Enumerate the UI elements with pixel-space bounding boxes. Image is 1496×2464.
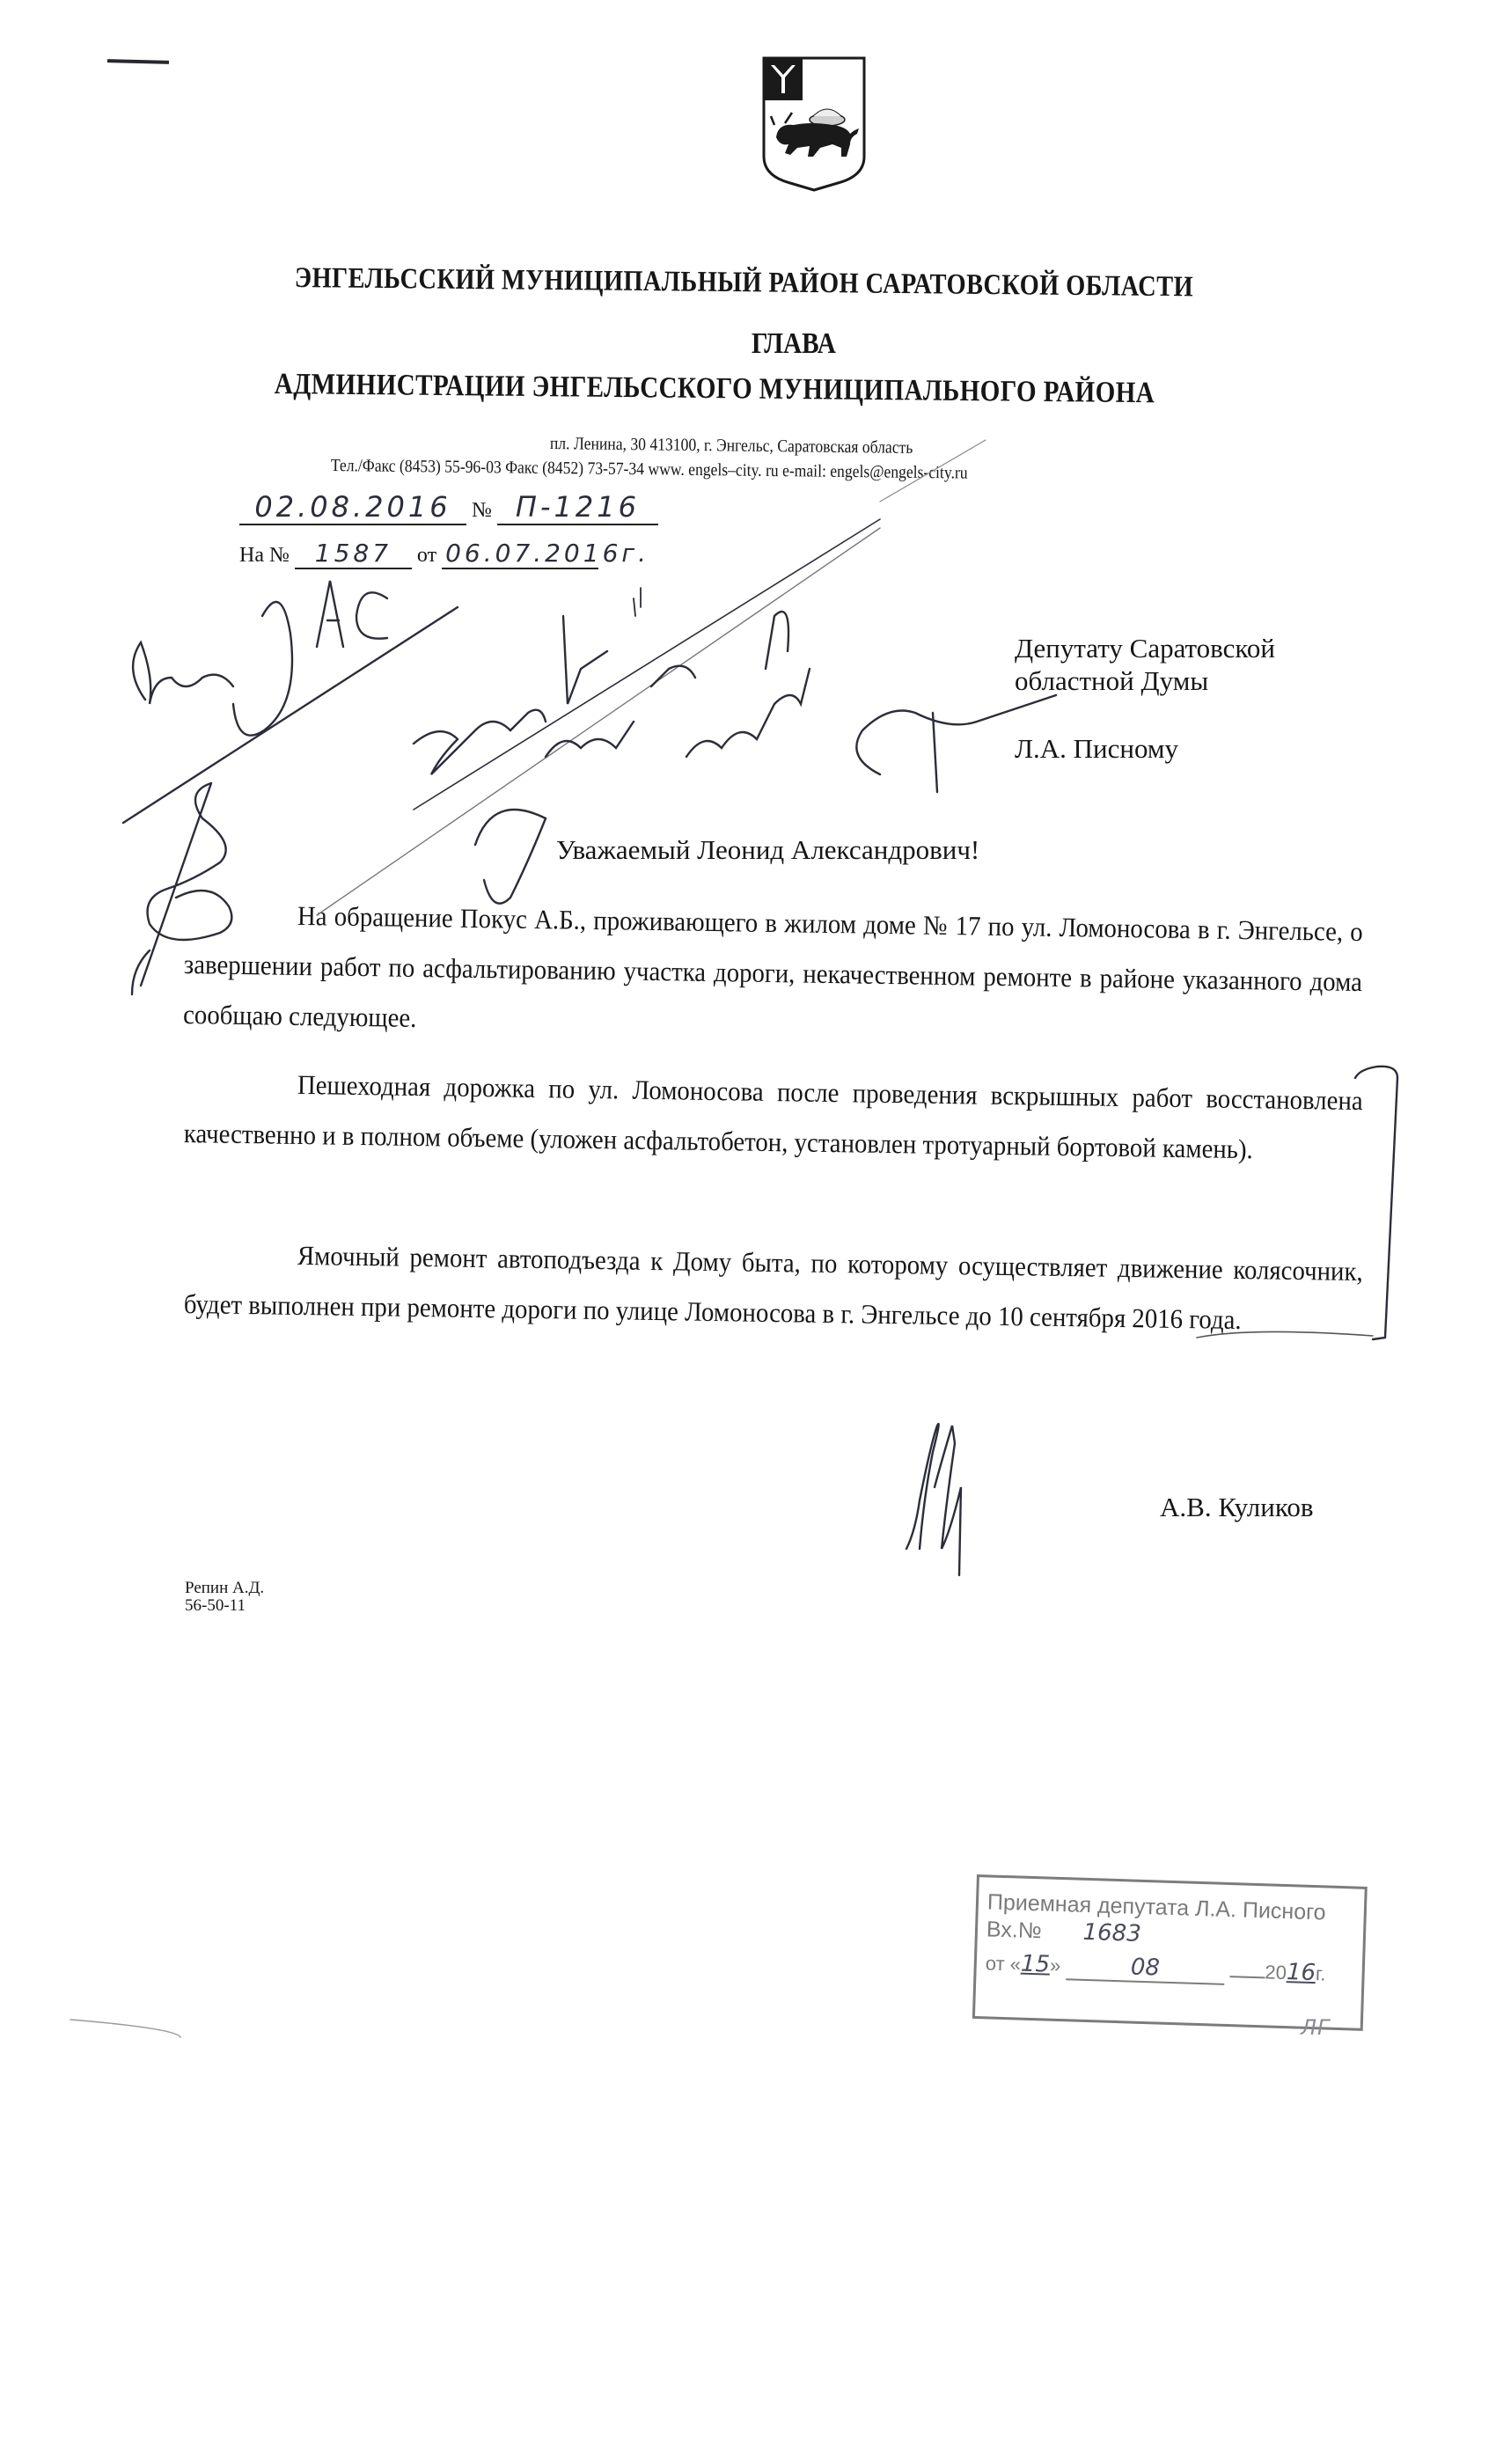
registration-row [239,490,658,525]
stamp-initials: ЛГ [1301,2015,1331,2040]
stamp-day-close: » [1049,1954,1061,1977]
paragraph-text: Пешеходная дорожка по ул. Ломоносова после проведения вскрышных работ восстановлена качественно и в полном объеме (уложен асфальтобетон, установлен тротуарный бортовой камень). [183,1068,1363,1165]
administration-heading: АДМИНИСТРАЦИИ ЭНГЕЛЬССКОГО МУНИЦИПАЛЬНОГО РАЙОНА [274,368,1155,410]
from-label: от [416,544,437,567]
district-heading: ЭНГЕЛЬССКИЙ МУНИЦИПАЛЬНЫЙ РАЙОН САРАТОВСКОЙ ОБЛАСТИ [294,262,1194,304]
date-tick-mark [634,588,641,616]
executor-block [185,1580,264,1615]
stamp-date-row [985,1949,1326,1988]
paragraph-3 [183,1228,1363,1346]
stamp-blank-line [1229,1976,1265,1978]
paragraph-text: Ямочный ремонт автоподъезда к Дому быта, по которому осуществляет движение колясочник, будет выполнен при ремонте дороги по улице Ломоносова в г. Энгельсе до 10 сентября 2016 года. [183,1239,1363,1336]
paragraph-2 [183,1058,1363,1175]
address-line: пл. Ленина, 30 413100, г. Энгельс, Саратовская область [549,434,913,458]
stamp-day: 15 [1020,1950,1051,1978]
contacts-line: Тел./Факс (8453) 55-96-03 Факс (8452) 73-57-34 www. engels–city. ru e-mail: engels@engels-city.ru [330,456,968,483]
resolution-word-3 [686,612,810,757]
stamp-year-unit: г. [1315,1962,1326,1985]
resolution-word-1 [414,616,607,774]
addressee-block [1015,632,1275,765]
resolution-word-2 [475,666,695,904]
engels-coat-of-arms-icon [759,53,869,194]
reply-number: 1587 [295,539,412,569]
diagonal-stroke-1 [123,607,458,823]
paragraph-1 [182,889,1363,1056]
stamp-incoming-row [986,1916,1142,1947]
reply-label: На № [239,544,290,567]
stamp-from-label: от « [985,1952,1022,1976]
executor-phone: 56-50-11 [185,1596,246,1615]
author-signature [906,1424,961,1575]
stamp-month: 08 [1066,1952,1225,1985]
paragraph-text: На обращение Покус А.Б., проживающего в жилом доме № 17 по ул. Ломоносова в г. Энгельсе, о завершении работ по асфальтированию участка дороги, некачественном ремонте в районе указанного дома сообщаю следующее. [182,899,1363,1033]
top-corner-mark [107,59,169,64]
salutation: Уважаемый Леонид Александрович! [556,834,980,865]
lower-stroke [70,2020,180,2037]
stamp-incoming-label: Вх.№ [986,1917,1043,1944]
executor-name: Репин А.Д. [185,1579,265,1597]
registration-number: П-1216 [497,490,658,525]
title-heading: ГЛАВА [752,327,836,360]
incoming-stamp [972,1874,1368,2031]
signer-name: А.В. Куликов [1160,1492,1314,1522]
addressee-name: Л.А. Писному [1015,733,1179,764]
stamp-year-prefix: 20 [1265,1961,1287,1984]
registration-date: 02.08.2016 [239,490,466,525]
registration-number-label: № [472,499,492,522]
reply-date: 06.07.2016г. [442,539,598,569]
stamp-incoming-number: 1683 [1082,1918,1142,1947]
reference-row [239,539,649,569]
addressee-line2: областной Думы [1015,665,1209,696]
addressee-line1: Депутату Саратовской [1015,633,1275,664]
resolution-curve-lower [132,950,150,994]
resolution-scribble-left [133,581,387,736]
stamp-title: Приемная депутата Л.А. Писного [986,1889,1327,1925]
stamp-year-suffix: 16 [1286,1959,1316,1987]
